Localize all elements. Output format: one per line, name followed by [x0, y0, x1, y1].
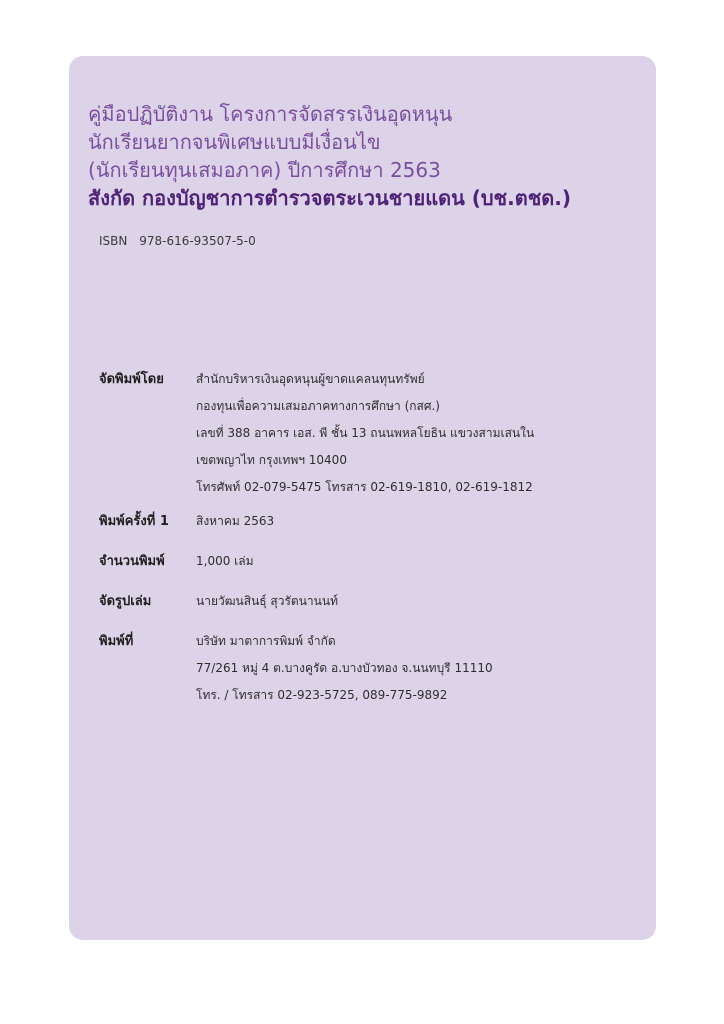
colophon-value — [196, 508, 639, 535]
colophon-row-publisher — [99, 366, 639, 501]
colophon-line: โทรศัพท์ 02-079-5475 โทรสาร 02-619-1810, 02-619-1812 — [196, 480, 533, 494]
colophon-value — [196, 588, 639, 615]
colophon-row-printer — [99, 628, 639, 709]
title-subtitle: สังกัด กองบัญชาการตำรวจตระเวนชายแดน (บช.ตชด.) — [88, 186, 571, 210]
colophon-row-layout — [99, 588, 639, 615]
colophon-row-edition — [99, 508, 639, 535]
colophon-line: นายวัฒนสินธุ์ สุวรัตนานนท์ — [196, 594, 338, 608]
title-block — [88, 100, 648, 212]
colophon-line: สิงหาคม 2563 — [196, 514, 275, 528]
colophon-line: โทร. / โทรสาร 02-923-5725, 089-775-9892 — [196, 688, 448, 702]
isbn-label: ISBN — [99, 234, 128, 248]
title-line-1: คู่มือปฏิบัติงาน โครงการจัดสรรเงินอุดหนุน — [88, 102, 453, 126]
colophon-line: กองทุนเพื่อความเสมอภาคทางการศึกษา (กสศ.) — [196, 399, 440, 413]
colophon-line: สำนักบริหารเงินอุดหนุนผู้ขาดแคลนทุนทรัพย์ — [196, 372, 425, 386]
title-line-3: (นักเรียนทุนเสมอภาค) ปีการศึกษา 2563 — [88, 158, 441, 182]
colophon-line: เขตพญาไท กรุงเทพฯ 10400 — [196, 453, 347, 467]
colophon-label: จัดพิมพ์โดย — [99, 372, 164, 387]
colophon-line: 1,000 เล่ม — [196, 554, 254, 568]
isbn — [99, 234, 256, 248]
isbn-value: 978-616-93507-5-0 — [139, 234, 256, 248]
colophon-value — [196, 628, 639, 709]
colophon-label: จำนวนพิมพ์ — [99, 554, 165, 569]
colophon-label: พิมพ์ที่ — [99, 634, 134, 649]
colophon-label: พิมพ์ครั้งที่ 1 — [99, 514, 169, 529]
colophon-row-print-run — [99, 548, 639, 575]
colophon-label: จัดรูปเล่ม — [99, 594, 152, 609]
colophon-line: บริษัท มาตาการพิมพ์ จำกัด — [196, 634, 336, 648]
colophon-line: 77/261 หมู่ 4 ต.บางคูรัด อ.บางบัวทอง จ.นนทบุรี 11110 — [196, 661, 493, 675]
colophon-value — [196, 366, 639, 501]
colophon — [99, 366, 639, 709]
colophon-line: เลขที่ 388 อาคาร เอส. พี ชั้น 13 ถนนพหลโยธิน แขวงสามเสนใน — [196, 426, 535, 440]
colophon-value — [196, 548, 639, 575]
title-line-2: นักเรียนยากจนพิเศษแบบมีเงื่อนไข — [88, 130, 381, 154]
